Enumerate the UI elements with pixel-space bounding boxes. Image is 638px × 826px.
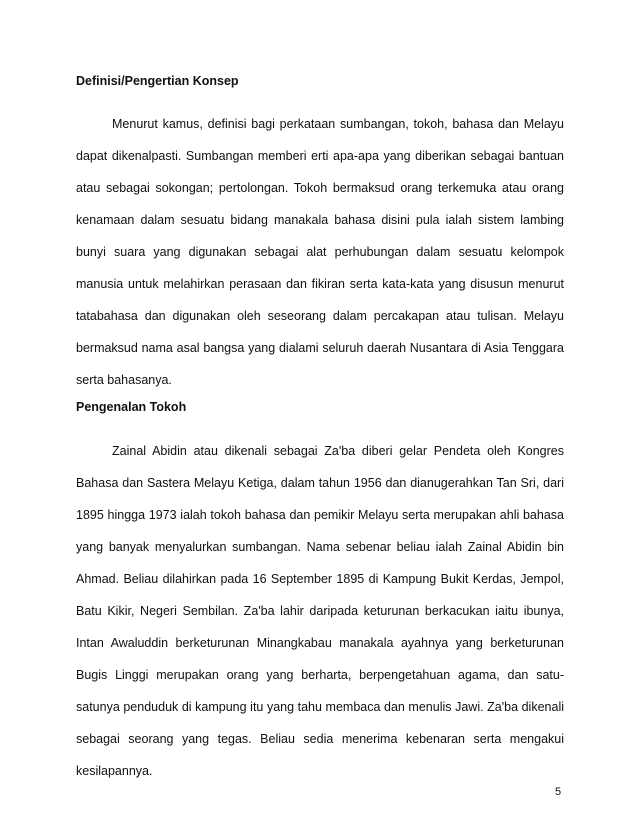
page-number: 5 [555,786,562,798]
section-heading-pengenalan: Pengenalan Tokoh [76,400,187,414]
paragraph-line: serta bahasanya. [76,373,172,387]
paragraph-line: kesilapannya. [76,764,153,778]
paragraph-line: manusia untuk melahirkan perasaan dan fikiran serta kata-kata yang disusun menurut [76,277,564,291]
paragraph-line: Intan Awaluddin berketurunan Minangkabau manakala ayahnya yang berketurunan [76,636,564,650]
paragraph-line: Batu Kikir, Negeri Sembilan. Za'ba lahir daripada keturunan berkacukan iaitu ibunya, [76,604,564,618]
paragraph-line: satunya penduduk di kampung itu yang tahu membaca dan menulis Jawi. Za'ba dikenali [76,700,564,714]
paragraph-line: Ahmad. Beliau dilahirkan pada 16 September 1895 di Kampung Bukit Kerdas, Jempol, [76,572,564,586]
paragraph-line: kenamaan dalam sesuatu bidang manakala bahasa disini pula ialah sistem lambing [76,213,564,227]
paragraph-line: dapat dikenalpasti. Sumbangan memberi erti apa-apa yang diberikan sebagai bantuan [76,149,564,163]
paragraph-line: Bugis Linggi merupakan orang yang berharta, berpengetahuan agama, dan satu- [76,668,564,682]
paragraph-line: 1895 hingga 1973 ialah tokoh bahasa dan pemikir Melayu serta merupakan ahli bahasa [76,508,564,522]
paragraph-line: tatabahasa dan digunakan oleh seseorang dalam percakapan atau tulisan. Melayu [76,309,564,323]
paragraph-line: yang banyak menyalurkan sumbangan. Nama sebenar beliau ialah Zainal Abidin bin [76,540,564,554]
paragraph-line: sebagai seorang yang tegas. Beliau sedia menerima kebenaran serta mengakui [76,732,564,746]
paragraph-line: Menurut kamus, definisi bagi perkataan sumbangan, tokoh, bahasa dan Melayu [112,117,564,131]
section-heading-definisi: Definisi/Pengertian Konsep [76,74,239,88]
paragraph-line: bunyi suara yang digunakan sebagai alat perhubungan dalam sesuatu kelompok [76,245,564,259]
paragraph-line: Zainal Abidin atau dikenali sebagai Za'ba diberi gelar Pendeta oleh Kongres [112,444,564,458]
paragraph-line: atau sebagai sokongan; pertolongan. Tokoh bermaksud orang terkemuka atau orang [76,181,564,195]
paragraph-line: Bahasa dan Sastera Melayu Ketiga, dalam tahun 1956 dan dianugerahkan Tan Sri, dari [76,476,564,490]
paragraph-line: bermaksud nama asal bangsa yang dialami seluruh daerah Nusantara di Asia Tenggara [76,341,564,355]
